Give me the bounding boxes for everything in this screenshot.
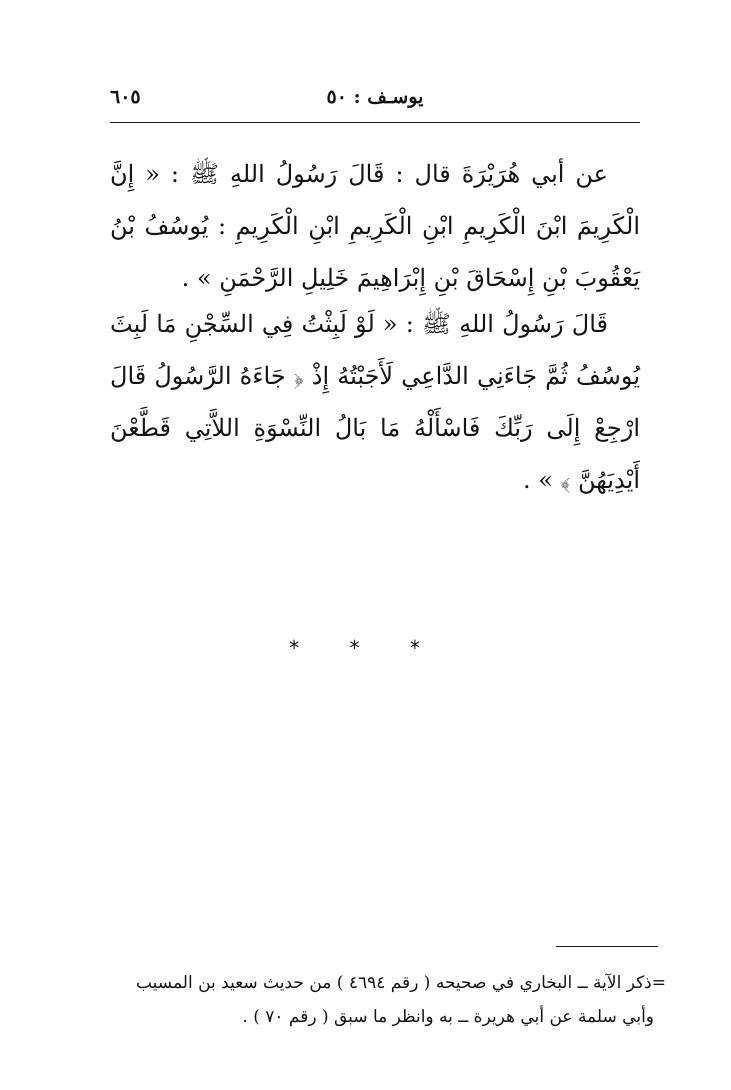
footnote-line-1: =ذكر الآية ــ البخاري في صحيحه ( رقم ٤٦٩٤ ) من حديث سعيد بن المسيب	[135, 973, 666, 993]
header-rule	[110, 122, 640, 123]
body-paragraph-1	[110, 148, 640, 304]
footnote-rule	[556, 946, 658, 947]
running-header	[110, 86, 640, 116]
paragraph-1-text: عن أبي هُرَيْرَةَ قال : قَالَ رَسُولُ اللهِ ﷺ : « إِنَّ الْكَرِيمَ ابْنَ الْكَرِيمِ ابْنِ الْكَرِيمِ ابْنِ الْكَرِيمِ : يُوسُفُ بْنُ يَعْقُوبَ بْنِ إِسْحَاقَ بْنِ إِبْرَاهِيمَ خَلِيلِ الرَّحْمَنِ » .	[110, 160, 641, 292]
footnote	[110, 966, 666, 1034]
page-number: ٦٠٥	[110, 86, 141, 108]
paragraph-2-text: قَالَ رَسُولُ اللهِ ﷺ : « لَوْ لَبِثْتُ فِي السِّجْنِ مَا لَبِثَ يُوسُفُ ثُمَّ جَاءَنِي الدَّاعِي لَأَجَبْتُهُ إِذْ ﴿ جَاءَهُ الرَّسُولُ قَالَ ارْجِعْ إِلَى رَبِّكَ فَاسْأَلْهُ مَا بَالُ النِّسْوَةِ اللاَّتِي قَطَّعْنَ أَيْدِيَهُنَّ ﴾ » .	[110, 310, 640, 494]
section-separator: * * *	[289, 636, 442, 660]
footnote-line-2: وأبي سلمة عن أبي هريرة ــ به وانظر ما سبق ( رقم ٧٠ ) .	[242, 1007, 654, 1027]
header-title: يوسـف : ٥٠	[326, 86, 424, 108]
body-paragraph-2	[110, 298, 640, 506]
